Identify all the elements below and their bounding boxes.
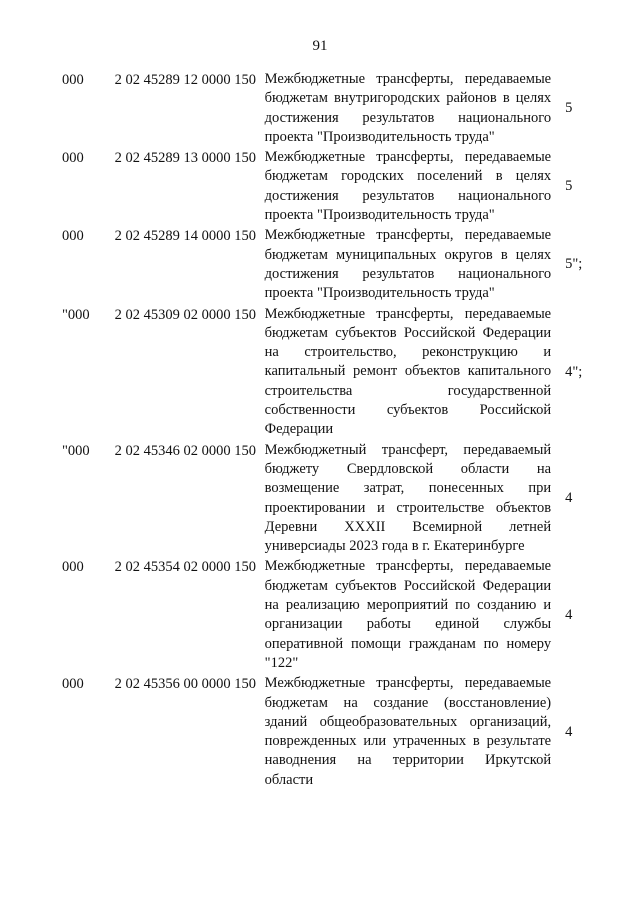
income-name (265, 557, 551, 673)
income-name-line: наводнения на территории Иркутской (264, 752, 552, 769)
table-row (62, 226, 608, 303)
income-name (265, 70, 551, 147)
income-name-line: бюджетам городских поселений в целях (264, 168, 552, 185)
income-name-line: Межбюджетные трансферты, передаваемые (264, 305, 552, 322)
income-code: 2 02 45289 14 0000 150 (114, 228, 256, 245)
table-row (62, 305, 608, 440)
admin-code: "000 (62, 442, 90, 459)
income-name-line: бюджету Свердловской области на (264, 460, 552, 477)
income-name-line: бюджетам внутригородских районов в целях (264, 90, 552, 107)
table-row (62, 441, 608, 557)
table-row (62, 70, 608, 147)
income-name-line: бюджетам субъектов Российской Федерации (264, 324, 552, 341)
income-name (265, 148, 551, 225)
income-name-line: строительства государственной (264, 382, 552, 399)
income-name-line: зданий общеобразовательных организаций, (264, 713, 552, 730)
income-name-line: Деревни XXXII Всемирной летней (264, 518, 552, 535)
admin-code: 000 (62, 150, 84, 167)
income-code: 2 02 45309 02 0000 150 (114, 306, 256, 323)
row-value: 5"; (565, 256, 583, 273)
income-name-line: проекта "Производительность труда" (264, 285, 495, 302)
income-name-line: на строительство, реконструкцию и (264, 344, 552, 361)
income-code: 2 02 45354 02 0000 150 (114, 559, 256, 576)
income-name-line: на реализацию мероприятий по созданию и (264, 597, 552, 614)
table-row (62, 557, 608, 673)
row-value: 4 (565, 606, 573, 623)
income-name (265, 305, 551, 440)
row-value: 5 (565, 178, 573, 195)
income-name-line: Межбюджетные трансферты, передаваемые (264, 71, 552, 87)
income-name-line: проекта "Производительность труда" (264, 128, 495, 145)
page-number: 91 (312, 38, 328, 54)
admin-code: "000 (62, 306, 90, 323)
income-name-line: Межбюджетные трансферты, передаваемые (264, 558, 552, 575)
income-name-line: капитальный ремонт объектов капитального (264, 363, 552, 380)
income-name (265, 674, 551, 790)
income-name-line: достижения результатов национального (264, 109, 552, 126)
table-row (62, 674, 608, 790)
income-name-line: бюджетам муниципальных округов в целях (264, 246, 552, 263)
income-name-line: бюджетам субъектов Российской Федерации (264, 577, 552, 594)
admin-code: 000 (62, 228, 84, 245)
table-row (62, 148, 608, 225)
income-code: 2 02 45356 00 0000 150 (114, 676, 256, 693)
income-name-line: проекта "Производительность труда" (264, 207, 495, 224)
income-name-line: области (264, 771, 314, 788)
income-name-line: универсиады 2023 года в г. Екатеринбурге (264, 538, 525, 555)
admin-code: 000 (62, 676, 84, 693)
income-code: 2 02 45289 13 0000 150 (114, 150, 256, 167)
admin-code: 000 (62, 72, 84, 88)
income-name-line: поврежденных или утраченных в результате (264, 733, 552, 750)
income-name-line: оперативной помощи гражданам по номеру (264, 635, 552, 652)
income-name-line: Межбюджетные трансферты, передаваемые (264, 149, 552, 166)
income-name-line: Межбюджетные трансферты, передаваемые (264, 675, 552, 692)
income-name-line: Межбюджетные трансферты, передаваемые (264, 227, 552, 244)
income-name-line: собственности субъектов Российской (264, 402, 552, 419)
budget-codes-table (62, 70, 608, 791)
income-name-line: достижения результатов национального (264, 265, 552, 282)
income-name (265, 441, 551, 557)
income-code: 2 02 45346 02 0000 150 (114, 442, 256, 459)
income-name (265, 226, 551, 303)
income-name-line: организации работы единой службы (264, 616, 552, 633)
income-name-line: Межбюджетный трансферт, передаваемый (264, 441, 552, 458)
row-value: 4 (565, 723, 573, 740)
income-code: 2 02 45289 12 0000 150 (114, 72, 256, 88)
income-name-line: возмещение затрат, понесенных при (264, 480, 552, 497)
row-value: 5 (565, 100, 573, 117)
row-value: 4 (565, 490, 573, 507)
row-value: 4"; (565, 363, 583, 380)
income-name-line: Федерации (264, 421, 334, 438)
income-name-line: достижения результатов национального (264, 187, 552, 204)
admin-code: 000 (62, 559, 84, 576)
income-name-line: "122" (264, 654, 299, 671)
income-name-line: бюджетам на создание (восстановление) (264, 694, 552, 711)
income-name-line: проектировании и строительстве объектов (264, 499, 552, 516)
